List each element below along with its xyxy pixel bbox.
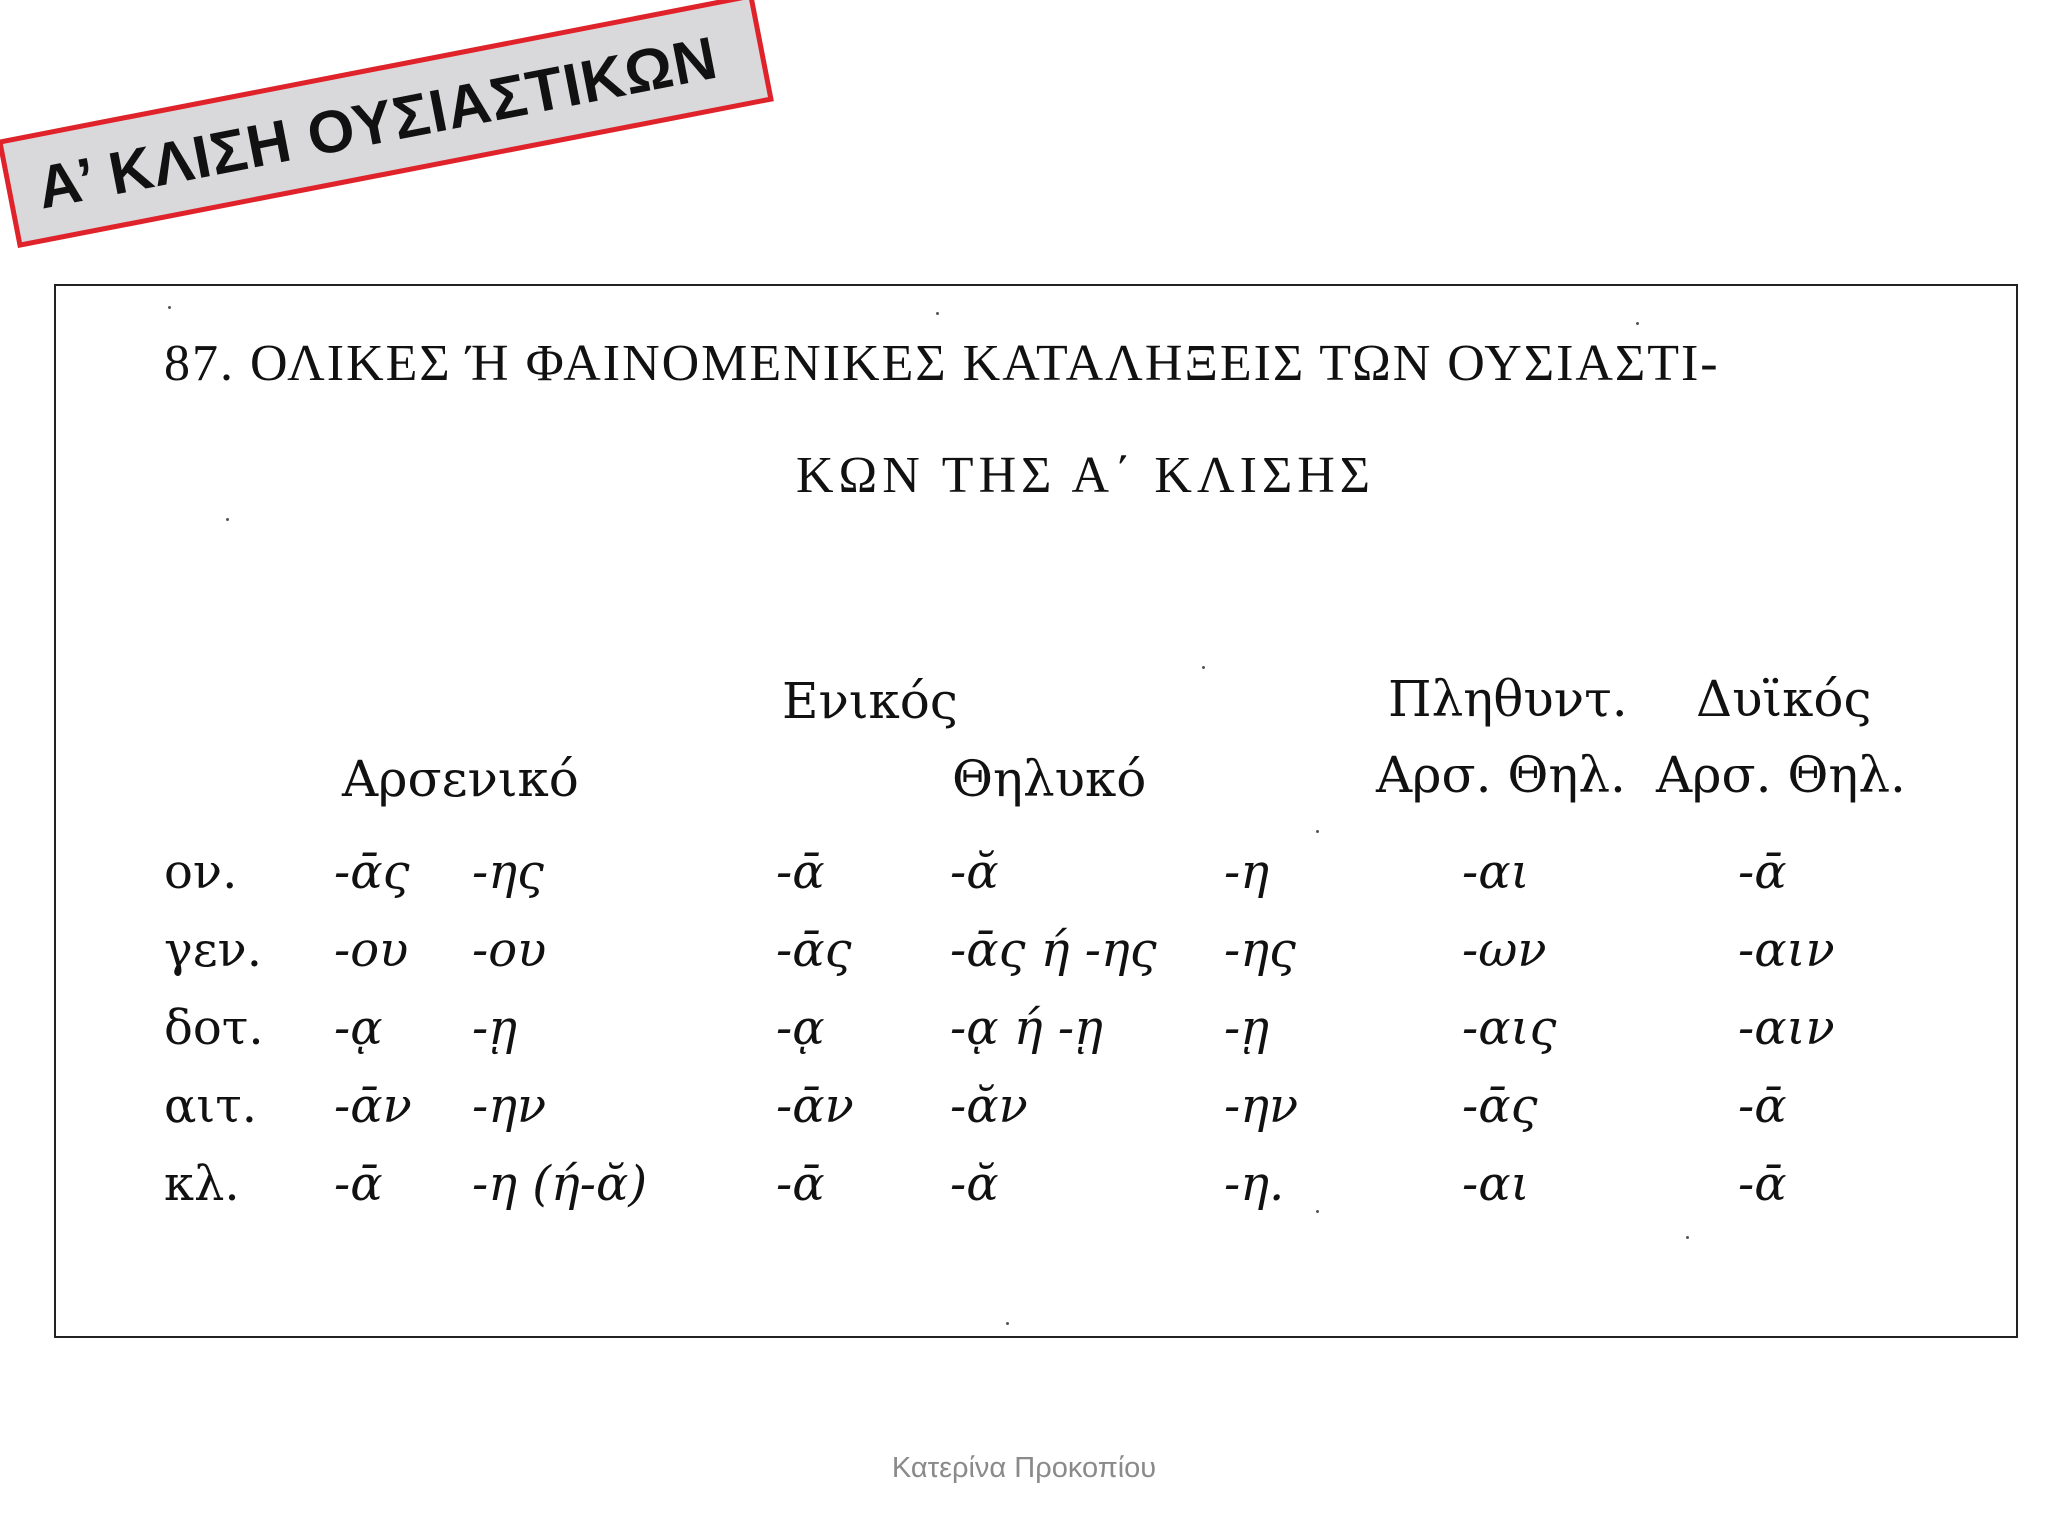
scan-speck	[168, 306, 171, 309]
author-footer: Κατερίνα Προκοπίου	[891, 1452, 1157, 1484]
table-row	[56, 1156, 2016, 1226]
scan-speck	[1316, 830, 1319, 833]
header-plural: Πληθυντ.	[1388, 670, 1628, 728]
header-dual: Δυϊκός	[1696, 670, 1872, 728]
ending-plural: -ων	[1462, 922, 1547, 978]
ending-masculine-2: -ην	[472, 1078, 547, 1134]
ending-feminine-1: -ᾳ	[776, 1000, 825, 1056]
header-feminine: Θηλυκό	[952, 750, 1147, 808]
ending-masculine-2: -ης	[472, 844, 544, 900]
scan-speck	[1202, 666, 1205, 669]
ending-masculine-2: -η (ή-ᾰ)	[472, 1156, 648, 1212]
ending-feminine-2: -ᾳ ή -ῃ	[950, 1000, 1103, 1056]
ending-feminine-3: -η.	[1224, 1156, 1285, 1212]
ending-feminine-2: -ᾰ	[950, 844, 999, 900]
case-label: ον.	[164, 844, 238, 900]
ending-feminine-3: -ῃ	[1224, 1000, 1269, 1056]
ending-feminine-3: -ης	[1224, 922, 1296, 978]
scan-speck	[1636, 322, 1639, 325]
ending-plural: -αι	[1462, 844, 1530, 900]
ending-feminine-2: -ᾱς ή -ης	[950, 922, 1157, 978]
case-label: δοτ.	[164, 1000, 264, 1056]
ending-masculine-2: -ου	[472, 922, 547, 978]
ending-feminine-3: -ην	[1224, 1078, 1299, 1134]
ending-plural: -αι	[1462, 1156, 1530, 1212]
table-heading-line1: 87. ΟΛΙΚΕΣ Ή ΦΑΙΝΟΜΕΝΙΚΕΣ ΚΑΤΑΛΗΞΕΙΣ ΤΩΝ ΟΥΣΙΑΣΤΙ-	[164, 335, 1720, 392]
ending-feminine-1: -ᾱς	[776, 922, 852, 978]
ending-dual: -ᾱ	[1738, 844, 1787, 900]
table-row	[56, 1000, 2016, 1070]
table-row	[56, 1078, 2016, 1148]
ending-feminine-2: -ᾰ	[950, 1156, 999, 1212]
scanned-table-image	[54, 284, 2018, 1338]
ending-masculine-1: -ᾳ	[334, 1000, 383, 1056]
ending-masculine-1: -ᾱ	[334, 1156, 383, 1212]
table-row	[56, 844, 2016, 914]
header-masculine: Αρσενικό	[342, 750, 579, 808]
ending-feminine-1: -ᾱ	[776, 1156, 825, 1212]
ending-dual: -ᾱ	[1738, 1078, 1787, 1134]
ending-masculine-2: -ῃ	[472, 1000, 517, 1056]
table-heading-line2: ΚΩΝ ΤΗΣ Α΄ ΚΛΙΣΗΣ	[796, 447, 1376, 504]
ending-dual: -αιν	[1738, 1000, 1835, 1056]
scan-speck	[1316, 1210, 1319, 1213]
ending-dual: -αιν	[1738, 922, 1835, 978]
ending-feminine-3: -η	[1224, 844, 1269, 900]
table-row	[56, 922, 2016, 992]
scan-speck	[226, 518, 229, 521]
ending-masculine-1: -ᾱς	[334, 844, 410, 900]
case-label: γεν.	[164, 922, 262, 978]
header-plural-genders: Αρσ. Θηλ.	[1376, 746, 1626, 804]
ending-dual: -ᾱ	[1738, 1156, 1787, 1212]
ending-masculine-1: -ᾱν	[334, 1078, 412, 1134]
header-singular: Ενικός	[782, 672, 958, 730]
ending-feminine-2: -ᾰν	[950, 1078, 1028, 1134]
scan-speck	[1006, 1322, 1009, 1325]
scan-speck	[1686, 1236, 1689, 1239]
section-title-tag: Α’ ΚΛΙΣΗ ΟΥΣΙΑΣΤΙΚΩΝ	[0, 0, 774, 248]
case-label: αιτ.	[164, 1078, 258, 1134]
ending-plural: -ᾱς	[1462, 1078, 1538, 1134]
header-dual-genders: Αρσ. Θηλ.	[1656, 746, 1906, 804]
ending-masculine-1: -ου	[334, 922, 409, 978]
ending-plural: -αις	[1462, 1000, 1557, 1056]
scan-speck	[936, 312, 939, 315]
case-label: κλ.	[164, 1156, 240, 1212]
ending-feminine-1: -ᾱν	[776, 1078, 854, 1134]
ending-feminine-1: -ᾱ	[776, 844, 825, 900]
